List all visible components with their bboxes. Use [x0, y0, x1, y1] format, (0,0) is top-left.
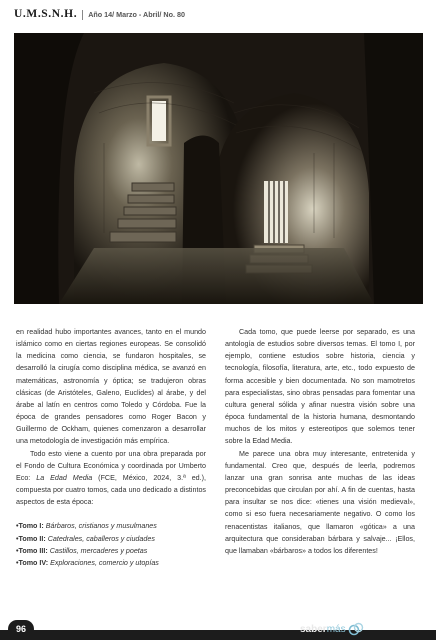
- volume-label: •Tomo I:: [16, 522, 46, 531]
- volume-title: Castillos, mercaderes y poetas: [49, 546, 148, 555]
- volume-title: Catedrales, caballeros y ciudades: [47, 534, 155, 543]
- brand-mark: [300, 620, 364, 638]
- issue-info: Año 14/ Marzo - Abril/ No. 80: [88, 10, 185, 19]
- right-paragraph-2: Me parece una obra muy interesante, entretenida y fundamental. Creo que, después de leerla, podremos lanzar una gran sonrisa ante muchas de las ideas preconcebidas que circulan por ahí. A fin de cuentas, hasta para insultar se nos dice: «tienes una visión medieval», como si eso fuera necesariamente negativo. O como los renacentistas italianos, que llamaron «gótica» a una arquitectura que consideraban bárbara y salvaje... ¡Ellos, que llamaban «bárbaros» a todos los diferentes!: [225, 449, 415, 555]
- brand-text-a: saber: [300, 623, 327, 635]
- left-paragraph-1: en realidad hubo importantes avances, tanto en el mundo islámico como en ciertas regiones europeas. Se consolidó la medicina como ciencia, se fundaron hospitales, se desarrolló la cirugía como disciplina médica, se avanzó en matemáticas, astronomía y óptica; se tradujeron obras clásicas (de Aristóteles, Galeno, Euclides) al árabe, y del árabe al latín en centros como Toledo y Córdoba. Fue la época de grandes pensadores como Roger Bacon y Guillermo de Ockham, quienes comenzaron a desarrollar una metodología de investigación más empírica.: [16, 328, 206, 446]
- running-header: [14, 8, 185, 22]
- volume-label: •Tomo IV:: [16, 558, 51, 567]
- volumes-list: [16, 520, 206, 569]
- volume-title: Exploraciones, comercio y utopías: [50, 558, 159, 567]
- brand-text-b: más: [326, 623, 346, 635]
- paragraph-text: (FCE, México, 2024, 3.ª ed.), compuesta por cuatro tomos, cada uno dedicado a distintos aspectos de esta época:: [16, 473, 206, 507]
- volume-title: Bárbaros, cristianos y musulmanes: [45, 522, 157, 531]
- left-text-column: [16, 326, 206, 569]
- footer-bar: [0, 630, 436, 640]
- list-item: [16, 520, 206, 532]
- stone-vaulted-corridor-photo: [14, 33, 423, 304]
- book-title: La Edad Media: [36, 473, 93, 482]
- brand-wordmark: [300, 624, 346, 635]
- sabermas-logo-icon: [348, 621, 364, 637]
- right-text-column: [225, 326, 415, 557]
- list-item: [16, 557, 206, 569]
- page-number: 96: [8, 620, 34, 638]
- header-divider: [82, 10, 83, 20]
- volume-label: •Tomo III:: [16, 546, 50, 555]
- volume-label: •Tomo II:: [16, 534, 48, 543]
- left-paragraph-2: [16, 448, 206, 509]
- list-item: [16, 545, 206, 557]
- journal-name: U.M.S.N.H.: [14, 8, 78, 20]
- paragraph-text: Todo esto viene a cuento por una obra preparada por el Fondo de Cultura Económica y coordinada por Umberto Eco:: [16, 449, 206, 482]
- list-item: [16, 533, 206, 545]
- right-paragraph-1: Cada tomo, que puede leerse por separado, es una antología de estudios sobre diversos temas. El tomo I, por ejemplo, contiene estudios sobre historia, ciencia y tecnología, filosofía, literatura, arte, etc., todo expuesto de forma accesible y bien documentada. No son mamotretos para especialistas, sino obras pensadas para fomentar una cultura general sólida y afinar nuestra visión sobre una época fundamental de la historia humana, desmontando muchos de los mitos y estereotipos que solemos tener sobre la Edad Media.: [225, 328, 415, 446]
